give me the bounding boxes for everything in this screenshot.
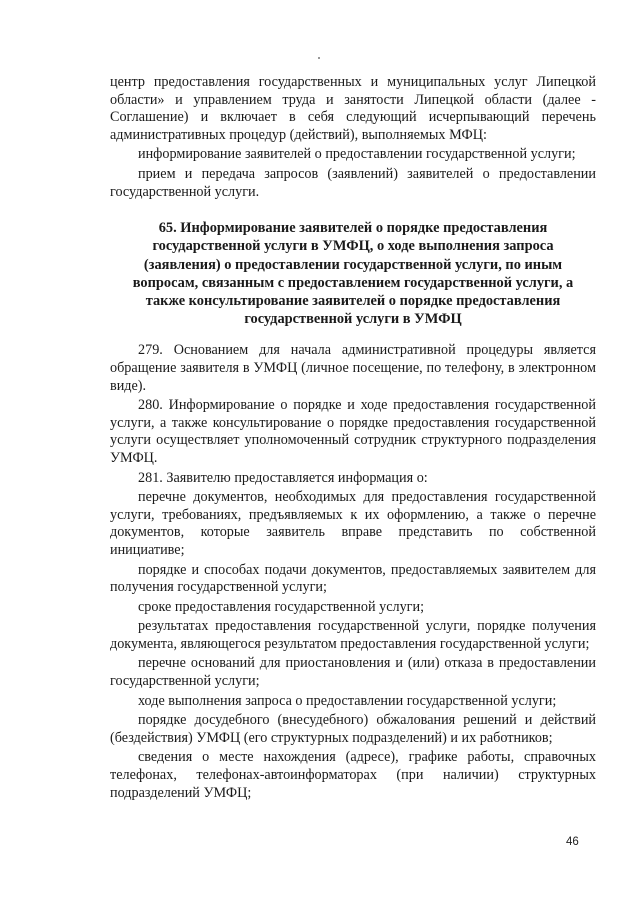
paragraph-279: 279. Основанием для начала административной процедуры является обращение заявителя в УМФЦ (личное посещение, по телефону, в электронном виде).: [110, 342, 596, 394]
paragraph-list-item: порядке досудебного (внесудебного) обжалования решений и действий (бездействия) УМФЦ (его структурных подразделений) и их работников;: [110, 712, 596, 746]
paragraph-list-item: ходе выполнения запроса о предоставлении государственной услуги;: [138, 692, 557, 709]
paragraph-280: 280. Информирование о порядке и ходе предоставления государственной услуги, а также консультирование о порядке предоставления государственной услуги осуществляет уполномоченный сотрудник структурного подразделения УМФЦ.: [110, 397, 596, 466]
paragraph-list-item: порядке и способах подачи документов, предоставляемых заявителем для получения государственной услуги;: [110, 561, 596, 596]
page-content: [110, 74, 596, 804]
paragraph-list-item: информирование заявителей о предоставлении государственной услуги;: [138, 146, 576, 163]
paragraph-list-item: сроке предоставления государственной услуги;: [138, 598, 425, 615]
paragraph-list-item: прием и передача запросов (заявлений) заявителей о предоставлении государственной услуги.: [110, 165, 596, 200]
paragraph-continuation: центр предоставления государственных и муниципальных услуг Липецкой области» и управлением труда и занятости Липецкой области (далее - Соглашение) и включает в себя следующий исчерпывающий перечень административных процедур (действий), выполняемых МФЦ:: [110, 74, 596, 143]
scan-speck: [318, 57, 320, 59]
section-heading: 65. Информирование заявителей о порядке предоставления государственной услуги в УМФЦ, о ходе выполнения запроса (заявления) о предоставлении государственной услуги, по иным вопросам, связанным с предоставлением государственной услуги, а также консультирование заявителей о порядке предоставления государственной услуги в УМФЦ: [132, 220, 574, 328]
paragraph-list-item: результатах предоставления государственной услуги, порядке получения документа, являющегося результатом предоставления государственной услуги;: [110, 618, 596, 652]
paragraph-list-item: сведения о месте нахождения (адресе), графике работы, справочных телефонах, телефонах-автоинформаторах (при наличии) структурных подразделений УМФЦ;: [110, 749, 596, 801]
paragraph-list-item: перечне документов, необходимых для предоставления государственной услуги, требованиях, предъявляемых к их оформлению, а также о перечне документов, которые заявитель вправе представить по собственной инициативе;: [110, 489, 596, 558]
paragraph-281: 281. Заявителю предоставляется информация о:: [138, 469, 428, 486]
page-number: 46: [566, 836, 579, 848]
paragraph-list-item: перечне оснований для приостановления и (или) отказа в предоставлении государственной услуги;: [110, 655, 596, 690]
